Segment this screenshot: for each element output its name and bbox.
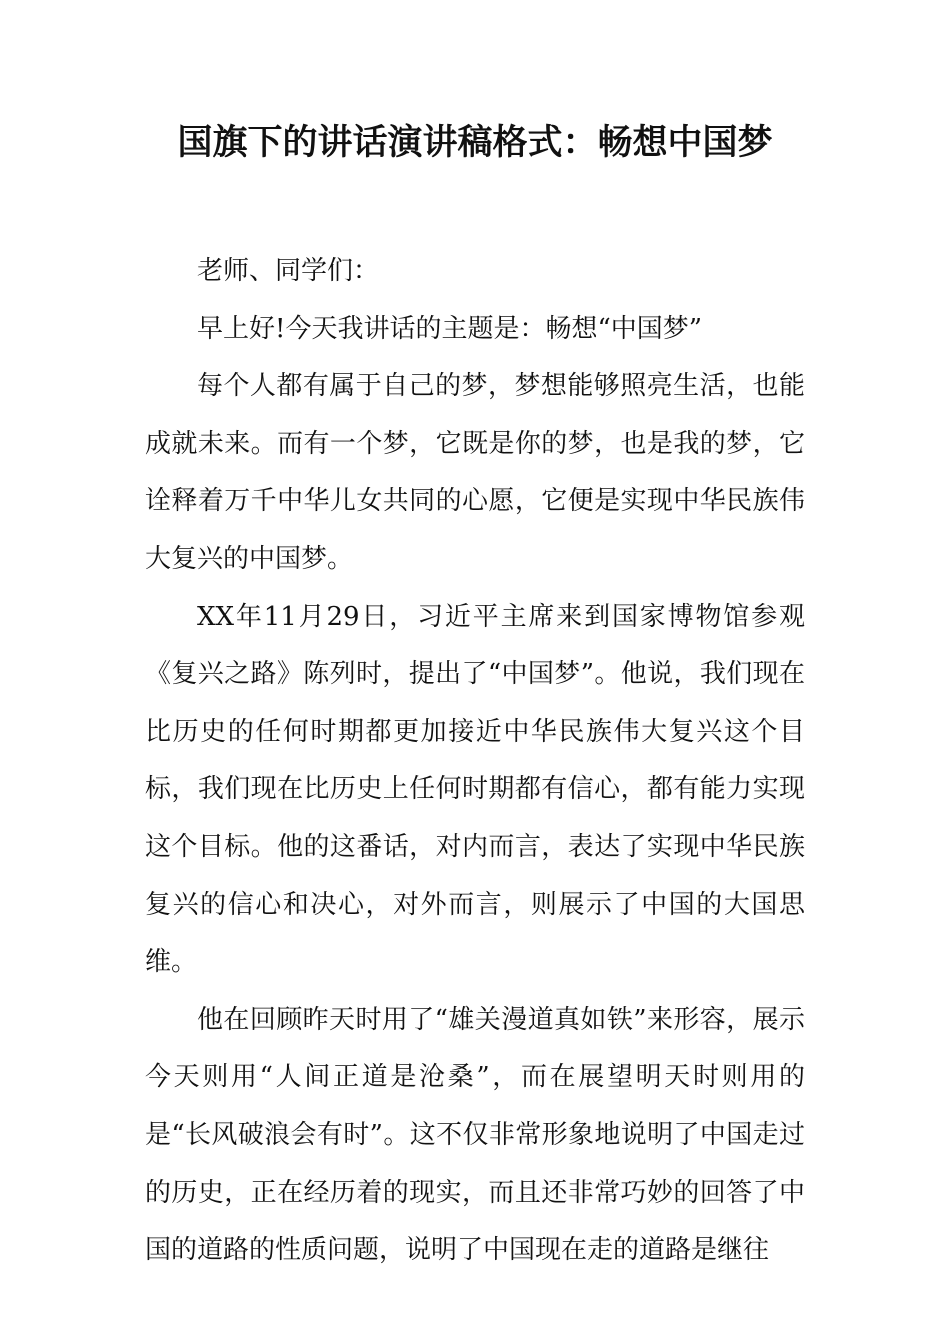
document-body (145, 243, 805, 1280)
body-paragraph-3: 他在回顾昨天时用了“雄关漫道真如铁”来形容，展示今天则用“人间正道是沧桑”，而在展望明天时则用的是“长风破浪会有时”。这不仅非常形象地说明了中国走过的历史，正在经历着的现实，而且还非常巧妙的回答了中国的道路的性质问题，说明了中国现在走的道路是继往 (145, 1004, 805, 1266)
salutation-paragraph: 老师、同学们： (197, 256, 380, 286)
body-paragraph-2: XX年11月29日，习近平主席来到国家博物馆参观《复兴之路》陈列时，提出了“中国梦”。他说，我们现在比历史的任何时期都更加接近中华民族伟大复兴这个目标，我们现在比历史上任何时期都有信心，都有能力实现这个目标。他的这番话，对内而言，表达了实现中华民族复兴的信心和决心，对外而言，则展示了中国的大国思维。 (145, 601, 805, 978)
greeting-paragraph: 早上好!今天我讲话的主题是：畅想“中国梦” (197, 313, 703, 344)
body-paragraph-1: 每个人都有属于自己的梦，梦想能够照亮生活，也能成就未来。而有一个梦，它既是你的梦，也是我的梦，它诠释着万千中华儿女共同的心愿，它便是实现中华民族伟大复兴的中国梦。 (145, 371, 805, 574)
document-title: 国旗下的讲话演讲稿格式：畅想中国梦 (177, 123, 773, 163)
